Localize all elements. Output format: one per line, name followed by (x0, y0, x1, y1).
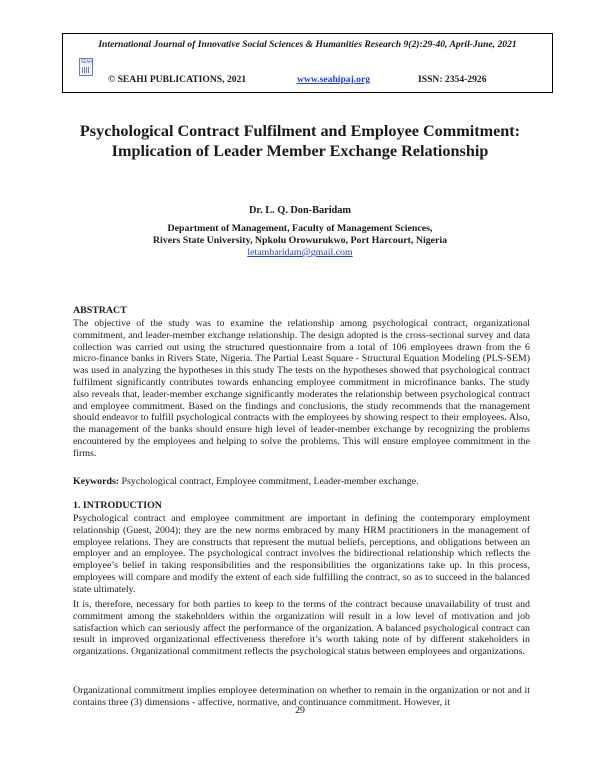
keywords-label: Keywords: (73, 476, 120, 487)
article-title: Psychological Contract Fulfilment and Employee Commitment: Implication of Leader Member Exchange Relationship (79, 122, 521, 160)
publisher-website-link[interactable]: www.seahipaj.org (297, 74, 371, 85)
logo-text: SEAHI (81, 59, 93, 64)
author-email-link[interactable]: letambaridam@gmail.com (247, 247, 353, 258)
issn: ISSN: 2354-2926 (418, 74, 487, 85)
introduction-heading: 1. INTRODUCTION (73, 500, 162, 511)
introduction-paragraph-2: It is, therefore, necessary for both parties to keep to the terms of the contract because unavailability of trust and commitment among the stakeholders within the organization will result in a low level of motivation and job satisfaction which can seriously affect the performance of the organization. A balanced psychological contract can result in improved organizational effectiveness therefore it’s worth taking note of by different stakeholders in organizations. Organizational commitment reflects the psychological status between employees and organizations. (73, 599, 530, 658)
author-name: Dr. L. Q. Don-Baridam (248, 205, 352, 216)
introduction-paragraph-1: Psychological contract and employee commitment are important in defining the contemporary employment relationship (Guest, 2004); they are the new norms embraced by many HRM practitioners in the management of employee relations. They are constructs that represent the mutual beliefs, perceptions, and obligations between an employer and an employee. The psychological contract involves the bidirectional relationship which reflects the employee’s belief in taking responsibilities and the responsibilities the organizations take up. In this process, employees will compare and modify the extent of each side fulfilling the contract, so as to succeed in the balanced state ultimately. (73, 513, 530, 595)
journal-citation: International Journal of Innovative Social Sciences & Humanities Research 9(2):29-40, April-June, 2021 (98, 39, 517, 50)
author-affiliation-university: Rivers State University, Npkolu Orowurukwo, Port Harcourt, Nigeria (152, 235, 448, 246)
page-number: 29 (295, 705, 305, 716)
abstract-body: The objective of the study was to examine the relationship among psychological contract, organizational commitment, and leader-member exchange relationship. The design adopted is the cross-sectional survey and data collection was carried out using the structured questionnaire from a total of 106 employees drawn from the 6 micro-finance banks in Rivers State, Nigeria. The Partial Least Square - Structural Equation Modeling (PLS-SEM) was used in analyzing the hypotheses in this study The tests on the hypotheses showed that psychological contract fulfilment significantly contributes towards enhancing employee commitment in microfinance banks. The study also reveals that, leader-member exchange significantly moderates the relationship between psychological contract and employee commitment. Based on the findings and conclusions, the study recommends that the management should endeavor to fulfill psychological contracts with the employees by showing respect to their employees. Also, the management of the banks should ensure high level of leader-member exchange by recognizing the problems encountered by the employees and helping to solve the problems. This will ensure employee commitment in the firms. (73, 318, 530, 459)
author-affiliation-department: Department of Management, Faculty of Management Sciences, (167, 223, 433, 234)
abstract-heading: ABSTRACT (73, 305, 127, 316)
logo-bars (82, 67, 90, 73)
keywords-list: Psychological contract, Employee commitment, Leader-member exchange. (119, 476, 419, 487)
publisher-copyright: © SEAHI PUBLICATIONS, 2021 (108, 74, 247, 85)
seahi-logo-icon (79, 58, 93, 76)
keywords-line (73, 476, 419, 487)
journal-header-box (62, 33, 553, 93)
introduction-paragraph-3: Organizational commitment implies employee determination on whether to remain in the organization or not and it contains three (3) dimensions - affective, normative, and continuance commitment. However, it (73, 685, 530, 708)
